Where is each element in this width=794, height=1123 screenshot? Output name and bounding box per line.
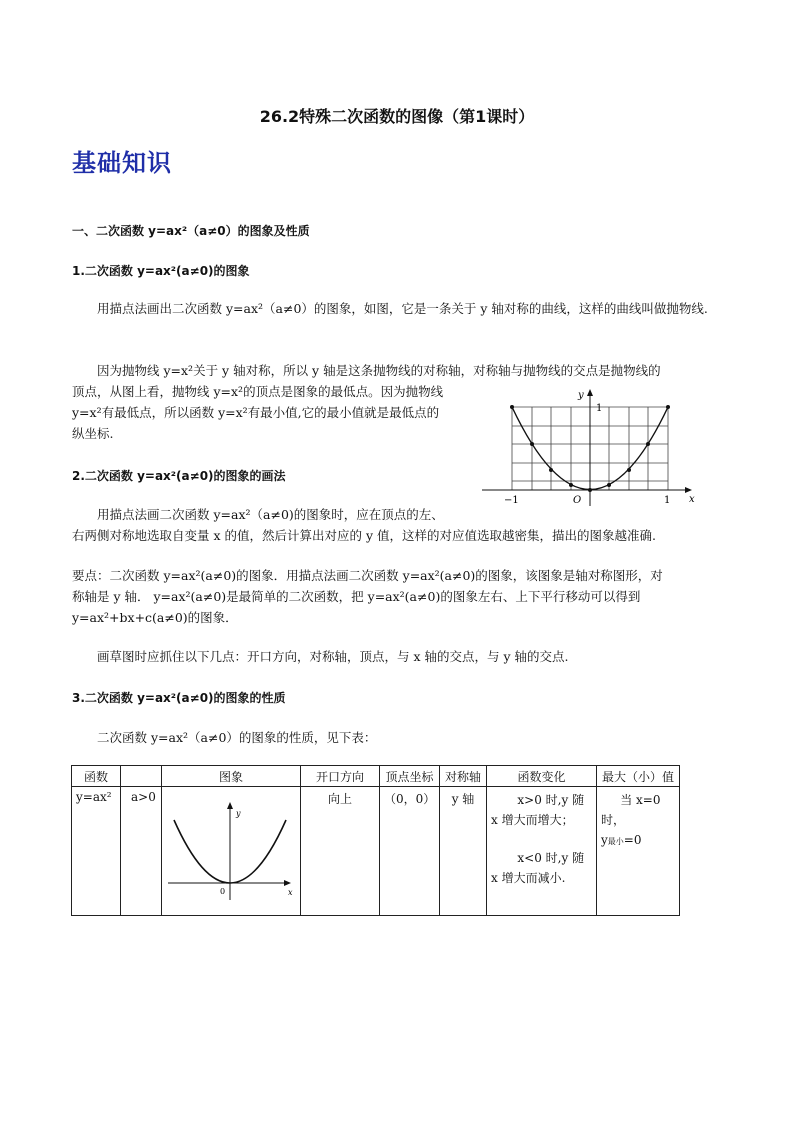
header-cell-opening: 开口方向 <box>301 766 380 787</box>
cell-vertex: （0，0） <box>384 792 436 806</box>
extreme-value: =0 <box>623 833 642 847</box>
keypoint-line-2: 称轴是 y 轴． y=ax²(a≠0)是最简单的二次函数，把 y=ax²(a≠0)的图象左右、上下平行移动可以得到 <box>72 589 641 604</box>
section-heading: 基础知识 <box>72 149 172 177</box>
table-x-label: x <box>288 888 293 897</box>
paragraph-3-line-2: 右两侧对称地选取自变量 x 的值，然后计算出对应的 y 值，这样的对应值选取越密集，描出的图象越准确. <box>72 528 656 543</box>
header-cell-change: 函数变化 <box>487 766 597 787</box>
header-cell-vertex: 顶点坐标 <box>380 766 440 787</box>
y-tick-label: 1 <box>596 403 603 414</box>
x-axis-arrow <box>685 487 692 493</box>
extreme-condition: 当 x=0 时， <box>601 793 661 827</box>
extreme-y: y <box>601 833 608 847</box>
x-neg-label: −1 <box>504 495 519 506</box>
x-axis-label: x <box>689 494 695 505</box>
table-parabola-figure <box>162 787 300 912</box>
cell-change-increasing: x>0 时,y 随 x 增大而增大； <box>491 793 585 827</box>
paragraph-4: 画草图时应抓住以下几点：开口方向，对称轴，顶点，与 x 轴的交点，与 y 轴的交点. <box>97 649 569 664</box>
sub1-heading: 1.二次函数 y=ax²(a≠0)的图象 <box>72 264 250 278</box>
cell-axis: y 轴 <box>451 792 475 806</box>
keypoint-line-3: y=ax²+bx+c(a≠0)的图象． <box>72 610 238 625</box>
header-cell-function: 函数 <box>72 766 121 787</box>
cell-extreme <box>597 787 679 855</box>
cell-condition: a>0 <box>131 790 156 804</box>
parabola-figure <box>478 386 703 510</box>
table-origin-label: 0 <box>220 887 226 896</box>
properties-table <box>71 765 680 916</box>
paragraph-2-line-2: 顶点，从图上看，抛物线 y=x²的顶点是图象的最低点。因为抛物线 <box>72 384 444 399</box>
cell-opening: 向上 <box>327 792 352 806</box>
part1-heading: 一、二次函数 y=ax²（a≠0）的图象及性质 <box>72 224 310 238</box>
sub3-heading: 3.二次函数 y=ax²(a≠0)的图象的性质 <box>72 691 286 705</box>
extreme-subscript: 最小 <box>607 837 624 846</box>
paragraph-3-line-1: 用描点法画二次函数 y=ax²（a≠0)的图象时，应在顶点的左、 <box>97 507 444 522</box>
x-pos-label: 1 <box>664 495 671 506</box>
y-axis-label: y <box>578 390 584 401</box>
header-cell-blank <box>121 766 162 787</box>
page-title: 26.2特殊二次函数的图像（第1课时） <box>259 107 535 126</box>
table-header-row <box>72 766 680 787</box>
y-axis-arrow <box>587 389 593 396</box>
cell-function: y=ax² <box>76 790 112 804</box>
table-row <box>72 787 680 916</box>
header-cell-axis: 对称轴 <box>440 766 487 787</box>
header-cell-graph: 图象 <box>162 766 301 787</box>
sub2-heading: 2.二次函数 y=ax²(a≠0)的图象的画法 <box>72 469 286 483</box>
keypoint-line-1: 要点：二次函数 y=ax²(a≠0)的图象．用描点法画二次函数 y=ax²(a≠0)的图象，该图象是轴对称图形，对 <box>72 568 663 583</box>
paragraph-2-line-4: 纵坐标. <box>72 426 114 441</box>
paragraph-2-line-3: y=x²有最低点，所以函数 y=x²有最小值,它的最小值就是最低点的 <box>72 405 440 420</box>
cell-change-decreasing: x<0 时,y 随 x 增大而减小. <box>491 851 585 885</box>
origin-label: O <box>573 495 582 506</box>
header-cell-extreme: 最大（小）值 <box>597 766 680 787</box>
paragraph-1: 用描点法画出二次函数 y=ax²（a≠0）的图象，如图，它是一条关于 y 轴对称的曲线，这样的曲线叫做抛物线. <box>97 301 708 316</box>
paragraph-5: 二次函数 y=ax²（a≠0）的图象的性质，见下表： <box>97 730 377 745</box>
paragraph-2-line-1: 因为抛物线 y=x²关于 y 轴对称，所以 y 轴是这条抛物线的对称轴，对称轴与抛物线的交点是抛物线的 <box>97 363 661 378</box>
table-y-label: y <box>236 809 241 818</box>
